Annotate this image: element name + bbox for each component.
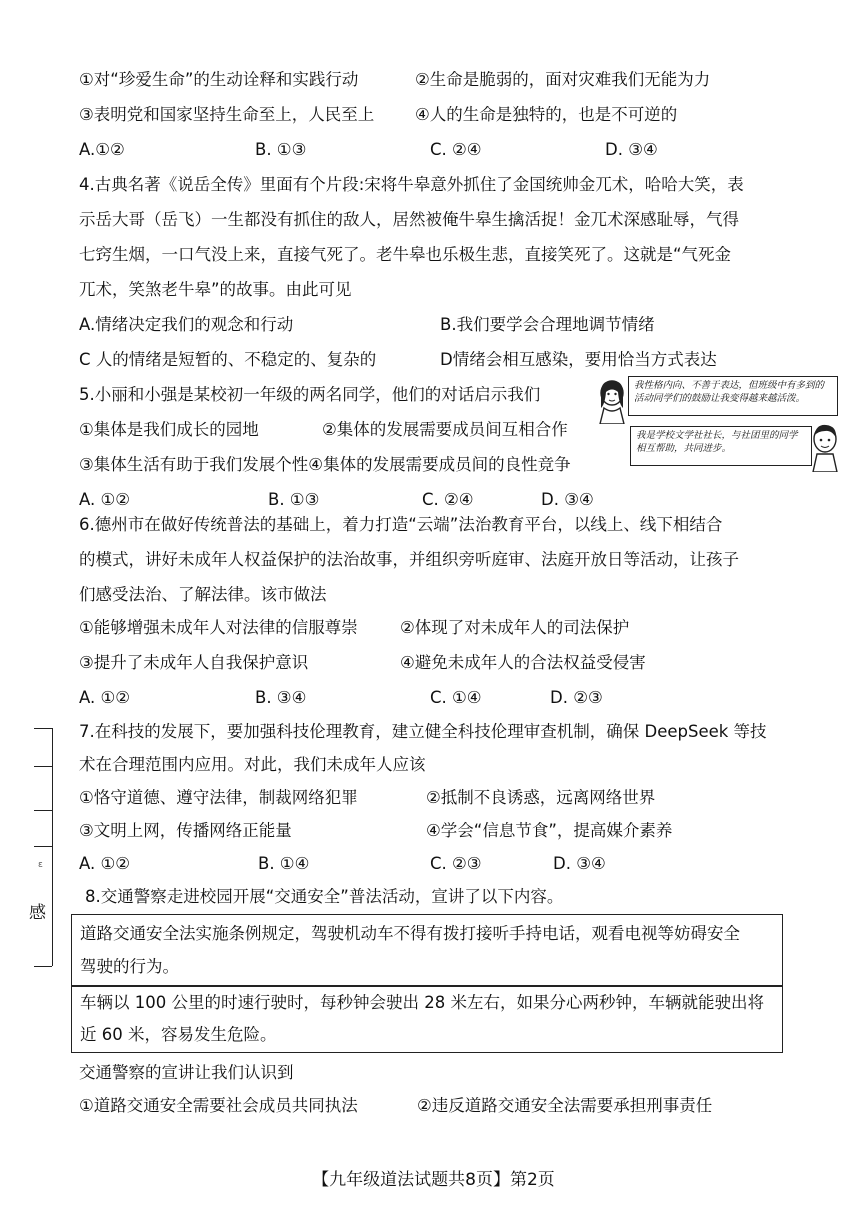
q7-option-c: C. ②③ [430,854,482,873]
q4-stem-line-1: 4.古典名著《说岳全传》里面有个片段:宋将牛皋意外抓住了金国统帅金兀术，哈哈大笑，表 [79,175,744,194]
q7-statement-3: ③文明上网，传播网络正能量 [79,821,292,840]
speech-bubble-2: 我是学校文学社社长，与社团里的同学相互帮助，共同进步。 [630,426,812,466]
q4-stem-line-2: 示岳大哥（岳飞）一生都没有抓住的敌人，居然被俺牛皋生擒活捉！金兀术深感耻辱，气得 [79,210,739,229]
q8-statement-1: ①道路交通安全需要社会成员共同执法 [79,1096,358,1115]
q5-statement-3-4: ③集体生活有助于我们发展个性④集体的发展需要成员间的良性竞争 [79,455,571,474]
option-b: B. ①③ [255,140,307,159]
q5-dialogue-illustration [596,372,840,480]
q4-stem-line-3: 七窍生烟，一口气没上来，直接气死了。老牛皋也乐极生悲，直接笑死了。这就是“气死金 [79,245,732,264]
q8-material-box-2 [71,985,783,1053]
binding-margin-tick [34,810,52,811]
q7-stem-line-1: 7.在科技的发展下，要加强科技伦理教育，建立健全科技伦理审查机制，确保 DeepSeek 等技 [79,722,767,741]
q6-statement-2: ②体现了对未成年人的司法保护 [400,618,630,637]
statement-3: ③表明党和国家坚持生命至上，人民至上 [79,105,375,124]
q5-stem: 5.小丽和小强是某校初一年级的两名同学，他们的对话启示我们 [79,385,541,404]
option-c: C. ②④ [430,140,482,159]
q4-option-c: C 人的情绪是短暂的、不稳定的、复杂的 [79,350,377,369]
q7-option-d: D. ③④ [553,854,606,873]
binding-margin-tick [34,728,52,729]
boy-figure-icon [810,422,840,472]
q4-stem-line-4: 兀术，笑煞老牛皋”的故事。由此可见 [79,280,352,299]
q6-option-b: B. ③④ [255,688,307,707]
statement-2: ②生命是脆弱的，面对灾难我们无能为力 [415,70,711,89]
q8-box1-line-2: 驾驶的行为。 [80,957,179,976]
binding-margin-line [52,728,53,966]
q8-material-box-1 [71,914,783,987]
q6-statement-1: ①能够增强未成年人对法律的信服尊崇 [79,618,358,637]
q5-option-a: A. ①② [79,490,131,509]
q7-option-b: B. ①④ [258,854,310,873]
q5-option-c: C. ②④ [422,490,474,509]
q6-statement-3: ③提升了未成年人自我保护意识 [79,653,309,672]
q8-stem: 8.交通警察走进校园开展“交通安全”普法活动，宣讲了以下内容。 [85,887,564,906]
q6-statement-4: ④避免未成年人的合法权益受侵害 [400,653,646,672]
binding-margin-mark: ε [38,860,43,870]
q7-stem-line-2: 术在合理范围内应用。对此，我们未成年人应该 [79,755,426,774]
q5-statement-1: ①集体是我们成长的园地 [79,420,259,439]
q5-statement-2: ②集体的发展需要成员间互相合作 [322,420,568,439]
binding-margin-tick [34,966,52,967]
q5-option-b: B. ①③ [268,490,320,509]
q6-stem-line-2: 的模式，讲好未成年人权益保护的法治故事，并组织旁听庭审、法庭开放日等活动，让孩子 [79,550,739,569]
option-a: A.①② [79,140,125,159]
binding-margin-char: 感 [29,903,46,923]
q8-box2-line-2: 近 60 米，容易发生危险。 [80,1025,277,1044]
q5-option-d: D. ③④ [541,490,594,509]
statement-4: ④人的生命是独特的，也是不可逆的 [415,105,678,124]
q6-option-d: D. ②③ [550,688,603,707]
speech-bubble-1: 我性格内向、不善于表达，但班级中有多到的活动同学们的鼓励让我变得越来越活泼。 [628,376,838,416]
q6-option-c: C. ①④ [430,688,482,707]
q7-statement-2: ②抵制不良诱惑，远离网络世界 [426,788,656,807]
q4-option-b: B.我们要学会合理地调节情绪 [440,315,655,334]
binding-margin-tick [34,846,52,847]
q8-conclusion-stem: 交通警察的宣讲让我们认识到 [79,1063,294,1082]
statement-1: ①对“珍爱生命”的生动诠释和实践行动 [79,70,359,89]
q8-box1-line-1: 道路交通安全法实施条例规定，驾驶机动车不得有拨打接听手持电话，观看电视等妨碍安全 [80,924,740,943]
q4-option-d: D情绪会相互感染，要用恰当方式表达 [440,350,717,369]
page-footer: 【九年级道法试题共8页】第2页 [312,1170,555,1190]
q7-statement-1: ①恪守道德、遵守法律，制裁网络犯罪 [79,788,358,807]
q8-box2-line-1: 车辆以 100 公里的时速行驶时，每秒钟会驶出 28 米左右，如果分心两秒钟，车辆就能驶出将 [80,993,764,1012]
q7-statement-4: ④学会“信息节食”，提高媒介素养 [426,821,673,840]
q7-option-a: A. ①② [79,854,131,873]
q6-option-a: A. ①② [79,688,131,707]
q4-option-a: A.情绪决定我们的观念和行动 [79,315,294,334]
girl-figure-icon [596,378,628,424]
option-d: D. ③④ [605,140,658,159]
q6-stem-line-1: 6.德州市在做好传统普法的基础上，着力打造“云端”法治教育平台，以线上、线下相结合 [79,515,723,534]
q6-stem-line-3: 们感受法治、了解法律。该市做法 [79,585,327,604]
binding-margin-tick [34,766,52,767]
q8-statement-2: ②违反道路交通安全法需要承担刑事责任 [417,1096,713,1115]
